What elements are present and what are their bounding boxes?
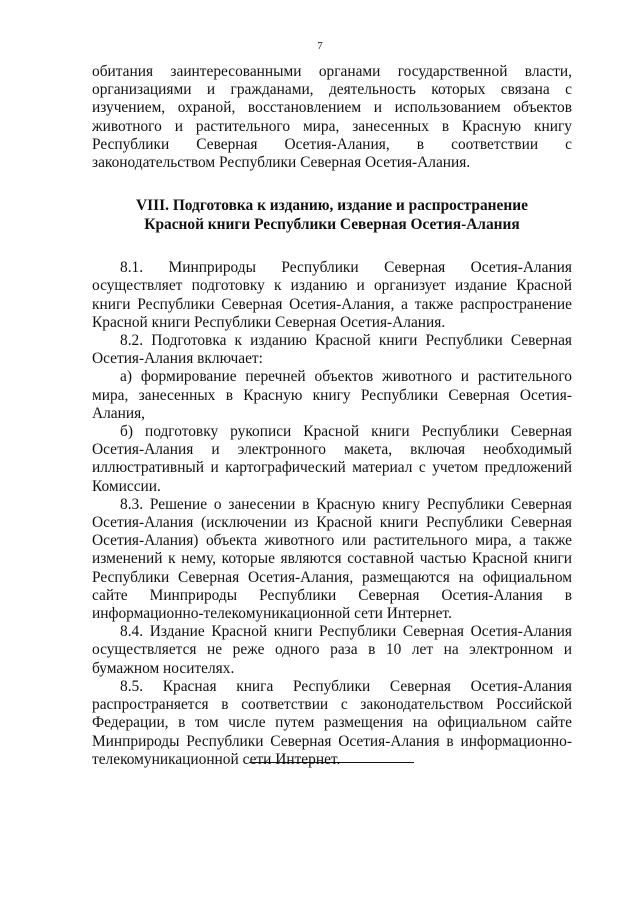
paragraph-8-5: 8.5. Красная книга Республики Северная Осетия-Алания распространяется в соответствии с законодательством Российской Федерации, в том числе путем размещения на официальном сайте Минприроды Республики Северная Осетия-Алания в информационно-телекомуникационной сети Интернет. (92, 677, 572, 768)
document-body (92, 63, 572, 769)
paragraph-8-3: 8.3. Решение о занесении в Красную книгу Республики Северная Осетия-Алания (исключении из Красной книги Республики Северная Осетия-Алания) объекта животного или растительного мира, а также изменений к нему, которые являются составной частью Красной книги Республики Северная Осетия-Алания, размещаются на официальном сайте Минприроды Республики Северная Осетия-Алания в информационно-телекомуникационной сети Интернет. (92, 495, 572, 623)
paragraph-8-1: 8.1. Минприроды Республики Северная Осетия-Алания осуществляет подготовку к изданию и организует издание Красной книги Республики Северная Осетия-Алания, а также распространение Красной книги Республики Северная Осетия-Алания. (92, 259, 572, 331)
paragraph-8-2-b: б) подготовку рукописи Красной книги Республики Северная Осетия-Алания и электронного макета, включая необходимый иллюстративный и картографический материал с учетом предложений Комиссии. (92, 423, 572, 495)
section-heading-line-2: Красной книги Республики Северная Осетия-Алания (144, 216, 520, 234)
page-number: 7 (317, 40, 323, 52)
intro-paragraph: обитания заинтересованными органами государственной власти, организациями и гражданами, деятельность которых связана с изучением, охраной, восстановлением и использованием объектов животного и растительного мира, занесенных в Красную книгу Республики Северная Осетия-Алания, в соответствии с законодательством Республики Северная Осетия-Алания. (92, 63, 572, 172)
end-of-document-rule (249, 762, 414, 763)
paragraph-8-2-a: а) формирование перечней объектов животного и растительного мира, занесенных в Красную книгу Республики Северная Осетия-Алания, (92, 368, 572, 422)
paragraph-8-4: 8.4. Издание Красной книги Республики Северная Осетия-Алания осуществляется не реже одного раза в 10 лет на электронном и бумажном носителях. (92, 623, 572, 677)
paragraph-8-2: 8.2. Подготовка к изданию Красной книги Республики Северная Осетия-Алания включает: (92, 332, 572, 368)
section-heading (92, 196, 572, 234)
section-heading-line-1: VIII. Подготовка к изданию, издание и распространение (136, 197, 528, 215)
